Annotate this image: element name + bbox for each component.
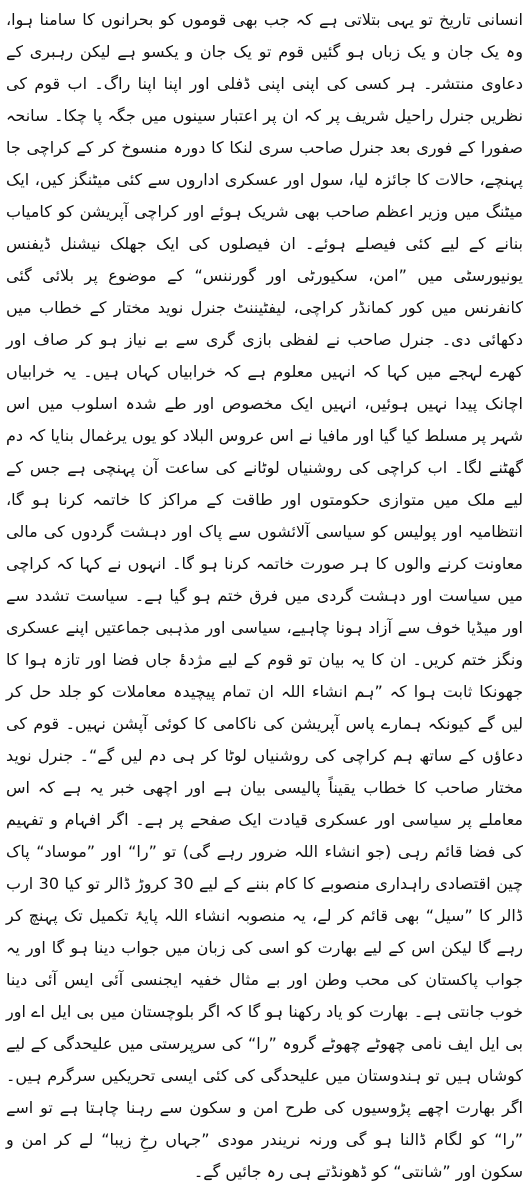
article-paragraph: انسانی تاریخ تو یہی بتلاتی ہے کہ جب بھی قوموں کو بحرانوں کا سامنا ہوا، وہ یک جان و یک زباں ہو گئیں قوم تو یک جان و یکسو ہے لیکن رہبری کے دعاوی منتشر۔ ہر کسی کی اپنی اپنی ڈفلی اور اپنا اپنا راگ۔ اب قوم کی نظریں جنرل راحیل شریف پر کہ ان پر اعتبار سینوں میں جگہ پا چکا۔ سانحہ صفورا کے فوری بعد جنرل صاحب سری لنکا کا دورہ منسوخ کر کے کراچی جا پہنچے، حالات کا جائزہ لیا، سول اور عسکری اداروں سے کئی میٹنگز کیں، ایک میٹنگ میں وزیر اعظم صاحب بھی شریک ہوئے اور کراچی آپریشن کو کامیاب بنانے کے لیے کئی فیصلے ہوئے۔ ان فیصلوں کی ایک جھلک نیشنل ڈیفنس یونیورسٹی میں ”امن، سکیورٹی اور گورننس“ کے موضوع پر بلائی گئی کانفرنس میں کور کمانڈر کراچی، لیفٹیننٹ جنرل نوید مختار کے خطاب میں دکھائی دی۔ جنرل صاحب نے لفظی بازی گری سے بے نیاز ہو کر صاف اور کھرے لہجے میں کہا کہ انہیں معلوم ہے کہ خرابیاں کہاں ہیں۔ یہ خرابیاں اچانک پیدا نہیں ہوئیں، انہیں ایک مخصوص اور طے شدہ اسلوب میں اس شہر پر مسلط کیا گیا اور مافیا نے اس عروس البلاد کو یوں یرغمال بنایا کہ دم گھٹنے لگا۔ اب کراچی کی روشنیاں لوٹانے کی ساعت آن پہنچی ہے جس کے لیے ملک میں متوازی حکومتوں اور طاقت کے مراکز کا خاتمہ کرنا ہو گا، انتظامیہ اور پولیس کو سیاسی آلائشوں سے پاک اور دہشت گردوں کی مالی معاونت کرنے والوں کا ہر صورت خاتمہ کرنا ہو گا۔ انہوں نے کہا کہ کراچی میں سیاست اور دہشت گردی میں فرق ختم ہو گیا ہے۔ سیاست تشدد سے اور میڈیا خوف سے آزاد ہونا چاہیے، سیاسی اور مذہبی جماعتیں اپنے عسکری ونگز ختم کریں۔ ان کا یہ بیان تو قوم کے لیے مژدۂ جاں فضا اور تازہ ہوا کا جھونکا ثابت ہوا کہ ”ہم انشاء اللہ ان تمام پیچیدہ معاملات کو جلد حل کر لیں گے کیونکہ ہمارے پاس آپریشن کی ناکامی کا کوئی آپشن نہیں۔ قوم کی دعاؤں کے ساتھ ہم کراچی کی روشنیاں لوٹا کر ہی دم لیں گے“۔ جنرل نوید مختار صاحب کا خطاب یقیناً پالیسی بیان ہے اور اچھی خبر یہ ہے کہ اس معاملے پر سیاسی اور عسکری قیادت ایک صفحے پر ہے۔ اگر افہام و تفہیم کی فضا قائم رہی (جو انشاء اللہ ضرور رہے گی) تو ”را“ اور ”موساد“ پاک چین اقتصادی راہداری منصوبے کا کام بننے کے لیے 30 کروڑ ڈالر تو کیا 30 ارب ڈالر کا ”سیل“ بھی قائم کر لے، یہ منصوبہ انشاء اللہ پایۂ تکمیل تک پہنچ کر رہے گا لیکن اس کے لیے بھارت کو اسی کی زبان میں جواب دینا ہو گا اور یہ جواب پاکستان کی محب وطن اور بے مثال خفیہ ایجنسی آئی ایس آئی دینا خوب جانتی ہے۔ بھارت کو یاد رکھنا ہو گا کہ اگر بلوچستان میں بی ایل اے اور بی ایل ایف نامی چھوٹے چھوٹے گروہ ”را“ کی سرپرستی میں علیحدگی کے لیے کوشاں ہیں تو ہندوستان میں علیحدگی کی کئی ایسی تحریکیں سرگرم ہیں۔ اگر بھارت اچھے پڑوسیوں کی طرح امن و سکون سے رہنا چاہتا ہے تو اسے ”را“ کو لگام ڈالنا ہو گی ورنہ نریندر مودی ”جہاں رخِ زیبا“ لے کر امن و سکون اور ”شانتی“ کو ڈھونڈتے ہی رہ جائیں گے۔ <box>6 10 524 1181</box>
urdu-article-column <box>6 4 523 1188</box>
